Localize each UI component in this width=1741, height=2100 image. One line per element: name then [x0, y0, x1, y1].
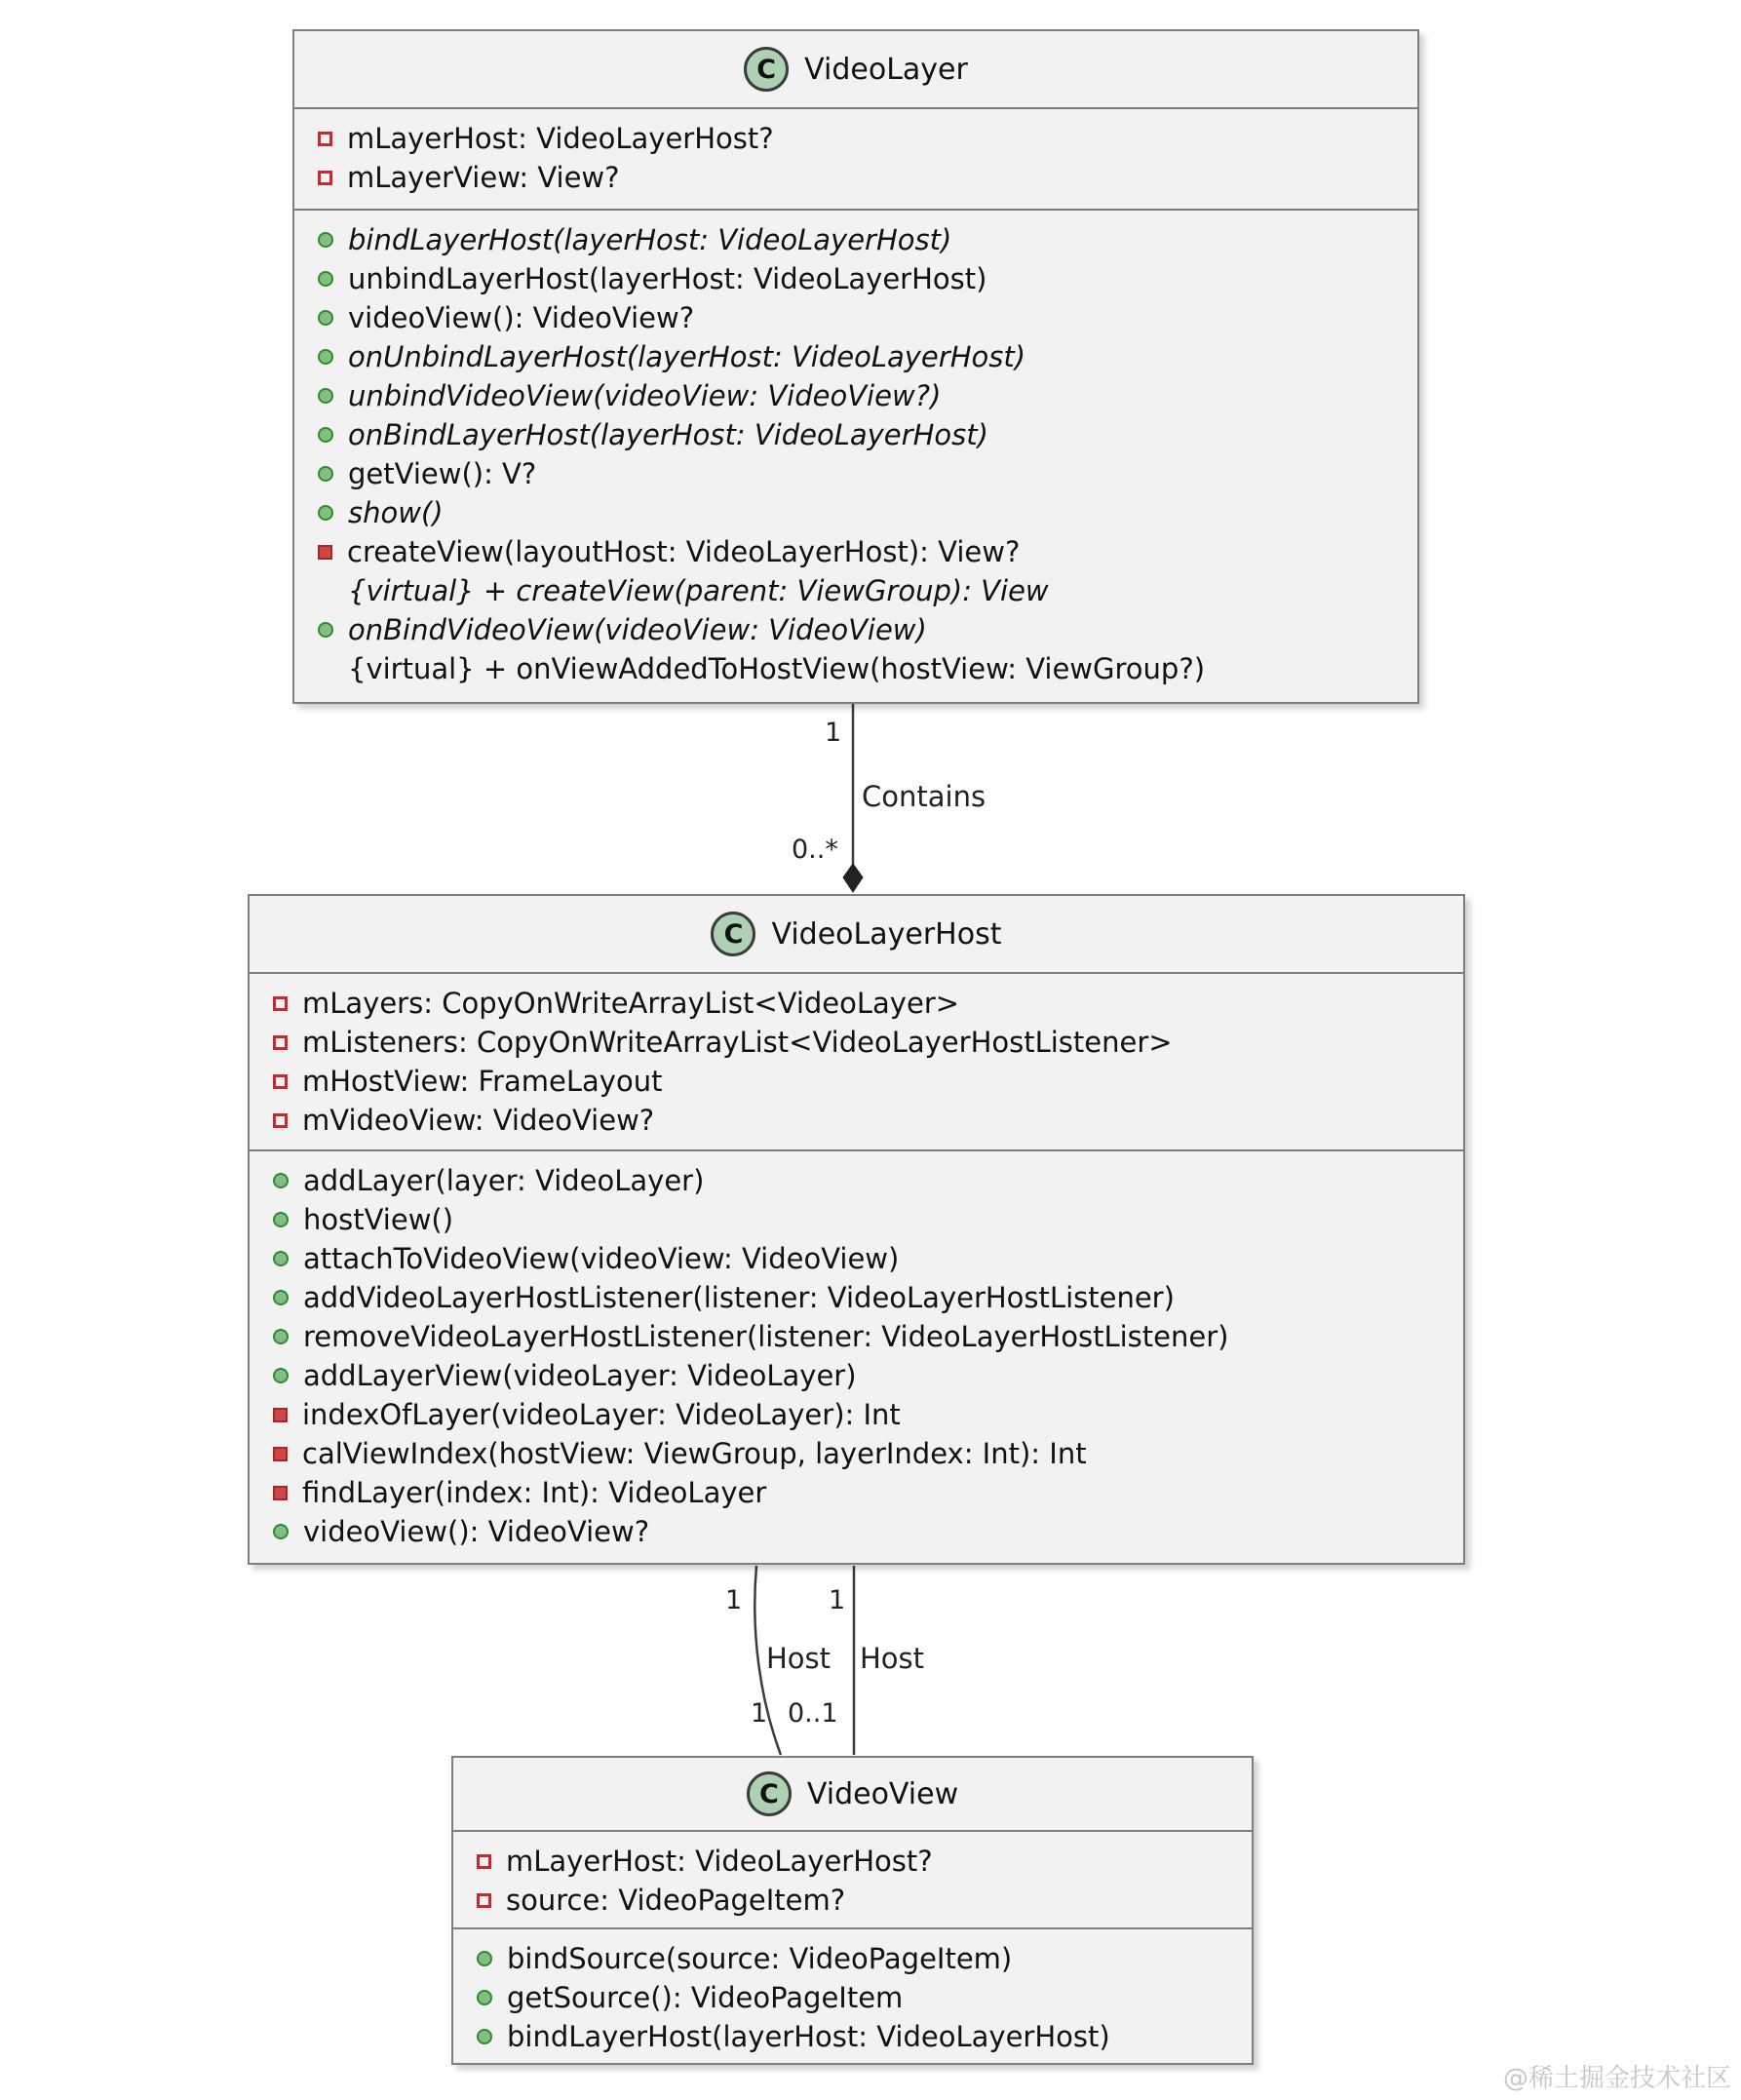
public-method-icon: [273, 1290, 289, 1305]
methods-section: [294, 211, 1417, 702]
field-text: mLayerView: View?: [347, 161, 620, 194]
private-method-icon: [273, 1447, 288, 1461]
public-method-icon: [318, 388, 333, 404]
method-text: createView(layoutHost: VideoLayerHost): View?: [347, 535, 1021, 568]
private-method-icon: [318, 545, 332, 560]
method-row: [250, 1278, 1450, 1317]
method-row: [294, 454, 1404, 493]
method-text: indexOfLayer(videoLayer: VideoLayer): Int: [302, 1398, 901, 1431]
method-text: calViewIndex(hostView: ViewGroup, layerIndex: Int): Int: [302, 1437, 1087, 1470]
method-row: [250, 1161, 1450, 1200]
method-row-continuation: [294, 571, 1404, 610]
method-row: [250, 1434, 1450, 1473]
method-row: [250, 1200, 1450, 1239]
field-text: mListeners: CopyOnWriteArrayList<VideoLayerHostListener>: [302, 1026, 1173, 1059]
method-row: [294, 610, 1404, 649]
public-method-icon: [318, 505, 333, 521]
public-method-icon: [318, 310, 333, 326]
private-field-icon: [318, 171, 332, 185]
class-stereotype-icon: C: [747, 1771, 792, 1816]
method-text: videoView(): VideoView?: [348, 301, 695, 334]
edge-label-contains: Contains: [862, 780, 987, 813]
method-row: [250, 1317, 1450, 1356]
public-method-icon: [273, 1524, 289, 1539]
field-row: [250, 1062, 1450, 1101]
method-text: getView(): V?: [348, 457, 537, 490]
class-title: [250, 896, 1463, 974]
field-text: source: VideoPageItem?: [506, 1884, 846, 1917]
composition-diamond-icon: [843, 864, 863, 892]
public-method-icon: [273, 1212, 289, 1227]
method-row: [294, 259, 1404, 298]
method-text: bindLayerHost(layerHost: VideoLayerHost): [507, 2020, 1110, 2053]
field-text: mLayerHost: VideoLayerHost?: [347, 122, 774, 155]
class-name: VideoLayerHost: [771, 916, 1002, 952]
class-title: [294, 31, 1417, 109]
method-row: [250, 1356, 1450, 1395]
class-videolayer: [292, 29, 1419, 704]
class-name: VideoLayer: [804, 52, 968, 87]
method-text: onBindLayerHost(layerHost: VideoLayerHost): [348, 418, 988, 451]
method-text: unbindLayerHost(layerHost: VideoLayerHost): [348, 262, 987, 295]
method-text: hostView(): [303, 1203, 454, 1236]
public-method-icon: [318, 622, 333, 638]
method-row: [294, 532, 1404, 571]
method-row: [453, 1939, 1238, 1978]
public-method-icon: [318, 427, 333, 443]
method-text: {virtual} + onViewAddedToHostView(hostView: ViewGroup?): [348, 652, 1206, 685]
method-text: addLayer(layer: VideoLayer): [303, 1164, 705, 1197]
class-stereotype-icon: C: [711, 912, 755, 956]
public-method-icon: [318, 232, 333, 248]
method-row: [294, 298, 1404, 337]
class-stereotype-icon: C: [744, 47, 789, 92]
method-row: [453, 1978, 1238, 2017]
public-method-icon: [273, 1368, 289, 1383]
method-text: onBindVideoView(videoView: VideoView): [348, 613, 927, 646]
method-text: bindLayerHost(layerHost: VideoLayerHost): [348, 223, 952, 256]
method-text: bindSource(source: VideoPageItem): [507, 1942, 1013, 1975]
method-row: [294, 376, 1404, 415]
private-field-icon: [273, 996, 288, 1011]
indent-spacer: [318, 583, 333, 599]
method-text: findLayer(index: Int): VideoLayer: [302, 1476, 767, 1509]
host-right-source-multiplicity: 1: [829, 1585, 846, 1615]
methods-section: [250, 1151, 1463, 1563]
method-row: [453, 2017, 1238, 2056]
method-row: [250, 1473, 1450, 1512]
public-method-icon: [477, 1990, 492, 2005]
private-method-icon: [273, 1486, 288, 1500]
field-row: [250, 1101, 1450, 1140]
contains-source-multiplicity: 1: [825, 718, 842, 748]
method-row-continuation: [294, 649, 1404, 688]
fields-section: [294, 109, 1417, 211]
field-text: mVideoView: VideoView?: [302, 1104, 655, 1137]
public-method-icon: [477, 1951, 492, 1966]
field-text: mHostView: FrameLayout: [302, 1065, 663, 1098]
method-row: [250, 1395, 1450, 1434]
field-row: [250, 984, 1450, 1023]
indent-spacer: [318, 661, 333, 677]
host-left-source-multiplicity: 1: [725, 1585, 743, 1615]
field-row: [453, 1842, 1238, 1881]
private-field-icon: [318, 132, 332, 146]
private-method-icon: [273, 1408, 288, 1422]
private-field-icon: [477, 1854, 491, 1869]
method-text: onUnbindLayerHost(layerHost: VideoLayerHost): [348, 340, 1026, 373]
host-right-target-multiplicity: 0..1: [788, 1698, 838, 1729]
edge-label-host-left: Host: [766, 1642, 832, 1675]
method-text: attachToVideoView(videoView: VideoView): [303, 1242, 900, 1275]
method-text: addLayerView(videoLayer: VideoLayer): [303, 1359, 857, 1392]
method-text: show(): [348, 496, 444, 529]
method-row: [294, 220, 1404, 259]
private-field-icon: [273, 1035, 288, 1050]
method-text: getSource(): VideoPageItem: [507, 1981, 904, 2014]
method-text: {virtual} + createView(parent: ViewGroup): View: [348, 574, 1049, 607]
method-row: [294, 493, 1404, 532]
public-method-icon: [477, 2029, 492, 2044]
method-text: addVideoLayerHostListener(listener: VideoLayerHostListener): [303, 1281, 1175, 1314]
public-method-icon: [273, 1251, 289, 1266]
public-method-icon: [318, 466, 333, 482]
class-name: VideoView: [806, 1776, 959, 1811]
methods-section: [453, 1929, 1252, 2064]
public-method-icon: [318, 349, 333, 365]
method-text: removeVideoLayerHostListener(listener: VideoLayerHostListener): [303, 1320, 1229, 1353]
class-title: [453, 1758, 1252, 1832]
method-text: videoView(): VideoView?: [303, 1515, 650, 1548]
watermark: @稀土掘金技术社区: [1502, 2064, 1731, 2093]
private-field-icon: [273, 1074, 288, 1089]
public-method-icon: [318, 271, 333, 287]
method-row: [250, 1239, 1450, 1278]
contains-target-multiplicity: 0..*: [792, 835, 838, 865]
field-row: [453, 1881, 1238, 1920]
private-field-icon: [477, 1893, 491, 1908]
field-row: [294, 119, 1404, 158]
public-method-icon: [273, 1329, 289, 1344]
fields-section: [453, 1832, 1252, 1929]
class-videoview: [451, 1756, 1254, 2065]
method-row: [294, 337, 1404, 376]
method-text: unbindVideoView(videoView: VideoView?): [348, 379, 942, 412]
method-row: [294, 415, 1404, 454]
field-text: mLayers: CopyOnWriteArrayList<VideoLayer>: [302, 987, 960, 1020]
method-row: [250, 1512, 1450, 1551]
private-field-icon: [273, 1113, 288, 1128]
field-row: [250, 1023, 1450, 1062]
public-method-icon: [273, 1173, 289, 1188]
class-videolayerhost: [248, 894, 1465, 1565]
fields-section: [250, 974, 1463, 1151]
host-left-target-multiplicity: 1: [751, 1698, 768, 1729]
field-row: [294, 158, 1404, 197]
edge-label-host-right: Host: [860, 1642, 925, 1675]
field-text: mLayerHost: VideoLayerHost?: [506, 1845, 933, 1878]
